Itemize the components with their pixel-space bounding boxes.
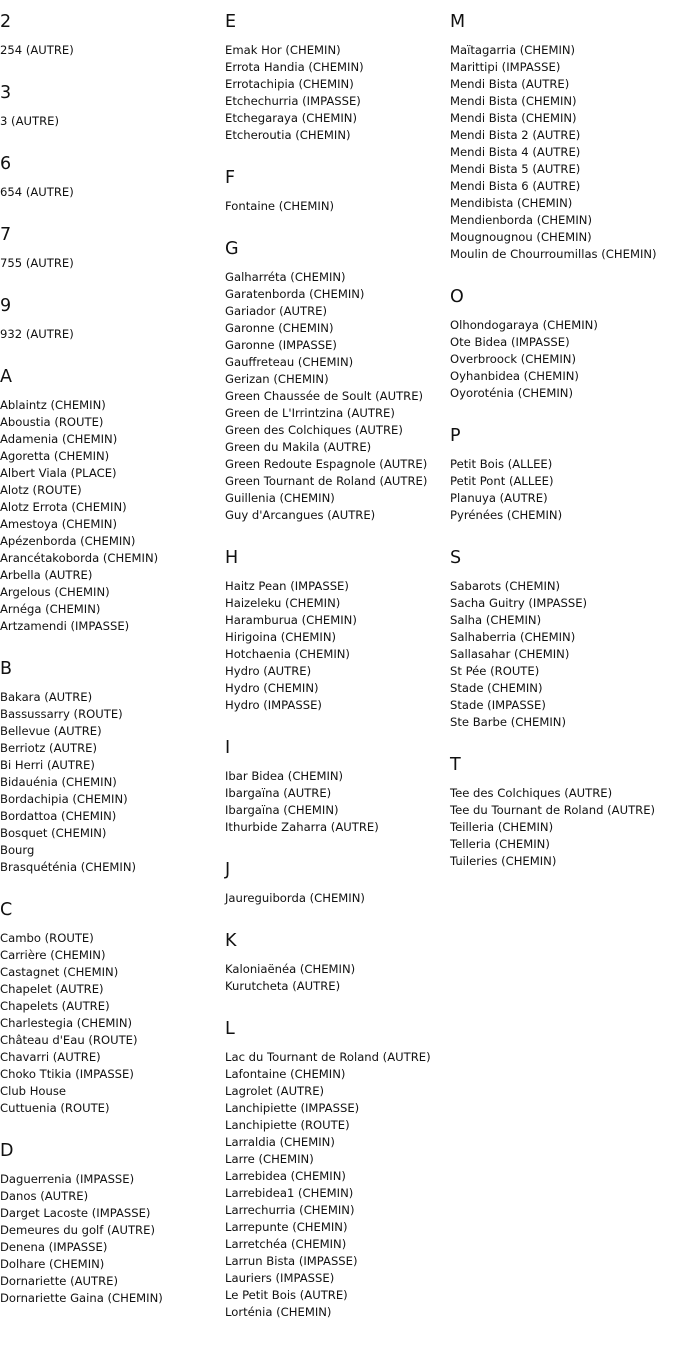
street-link[interactable]: Daguerrenia (IMPASSE)	[0, 1172, 135, 1186]
street-link[interactable]: Etchegaraya (CHEMIN)	[225, 111, 357, 125]
letter-heading: 6	[0, 154, 12, 174]
street-link[interactable]: Bellevue (AUTRE)	[0, 724, 102, 738]
letter-section	[225, 858, 447, 907]
street-link[interactable]: Maïtagarria (CHEMIN)	[450, 43, 576, 57]
street-link[interactable]: Mendienborda (CHEMIN)	[450, 213, 592, 227]
letter-heading: J	[225, 860, 231, 880]
street-link[interactable]: Bordattoa (CHEMIN)	[0, 809, 117, 823]
street-link[interactable]: Bourg	[0, 843, 35, 857]
street-list	[0, 930, 222, 1117]
street-link[interactable]: Kurutcheta (AUTRE)	[225, 979, 341, 993]
street-link[interactable]: Ithurbide Zaharra (AUTRE)	[225, 820, 379, 834]
street-index-column-1	[0, 0, 222, 1329]
street-list	[225, 198, 447, 215]
street-link[interactable]: Adamenia (CHEMIN)	[0, 432, 118, 446]
street-link[interactable]: Mendi Bista 6 (AUTRE)	[450, 179, 581, 193]
letter-heading: 7	[0, 225, 12, 245]
street-link[interactable]: Petit Pont (ALLEE)	[450, 474, 554, 488]
street-link[interactable]: Berriotz (AUTRE)	[0, 741, 97, 755]
street-link[interactable]: Oyhanbidea (CHEMIN)	[450, 369, 579, 383]
street-link[interactable]: Mendi Bista 2 (AUTRE)	[450, 128, 581, 142]
street-link[interactable]: Haramburua (CHEMIN)	[225, 613, 357, 627]
street-link[interactable]: Mendi Bista 4 (AUTRE)	[450, 145, 581, 159]
street-link[interactable]: Bakara (AUTRE)	[0, 690, 93, 704]
street-link[interactable]: Ablaintz (CHEMIN)	[0, 398, 106, 412]
street-link[interactable]: Larraldia (CHEMIN)	[225, 1135, 335, 1149]
letter-section	[0, 1139, 222, 1307]
letter-heading: G	[225, 239, 239, 259]
street-list	[225, 42, 447, 144]
street-link[interactable]: Garatenborda (CHEMIN)	[225, 287, 365, 301]
street-link[interactable]: Choko Ttikia (IMPASSE)	[0, 1067, 134, 1081]
street-link[interactable]: Moulin de Chourroumillas (CHEMIN)	[450, 247, 657, 261]
street-link[interactable]: Bordachipia (CHEMIN)	[0, 792, 128, 806]
street-link[interactable]: Carrière (CHEMIN)	[0, 948, 106, 962]
street-link[interactable]: Errotachipia (CHEMIN)	[225, 77, 354, 91]
letter-section	[0, 898, 222, 1117]
street-link[interactable]: Cuttuenia (ROUTE)	[0, 1101, 110, 1115]
street-link[interactable]: Larrebidea1 (CHEMIN)	[225, 1186, 354, 1200]
street-link[interactable]: Teilleria (CHEMIN)	[450, 820, 554, 834]
street-link[interactable]: Chapelets (AUTRE)	[0, 999, 110, 1013]
letter-heading: T	[450, 755, 461, 775]
street-link[interactable]: Lanchipiette (IMPASSE)	[225, 1101, 360, 1115]
street-link[interactable]: Galharréta (CHEMIN)	[225, 270, 346, 284]
street-link[interactable]: St Pée (ROUTE)	[450, 664, 540, 678]
street-link[interactable]: Lac du Tournant de Roland (AUTRE)	[225, 1050, 431, 1064]
street-link[interactable]: Petit Bois (ALLEE)	[450, 457, 553, 471]
street-link[interactable]: Lafontaine (CHEMIN)	[225, 1067, 346, 1081]
street-list	[0, 689, 222, 876]
street-link[interactable]: Alotz Errota (CHEMIN)	[0, 500, 127, 514]
letter-section	[0, 657, 222, 876]
street-link[interactable]: Stade (CHEMIN)	[450, 681, 543, 695]
street-link[interactable]: Arbella (AUTRE)	[0, 568, 93, 582]
street-link[interactable]: Oyoroténia (CHEMIN)	[450, 386, 574, 400]
street-list	[450, 785, 675, 870]
street-list	[0, 42, 222, 59]
street-list	[225, 578, 447, 714]
street-link[interactable]: Bidauénia (CHEMIN)	[0, 775, 117, 789]
street-link[interactable]: 755 (AUTRE)	[0, 256, 74, 270]
street-link[interactable]: Ste Barbe (CHEMIN)	[450, 715, 567, 729]
letter-heading: S	[450, 548, 462, 568]
letter-heading: P	[450, 426, 461, 446]
letter-section	[450, 285, 675, 402]
street-link[interactable]: Gerizan (CHEMIN)	[225, 372, 329, 386]
letter-section	[0, 365, 222, 635]
letter-heading: I	[225, 738, 231, 758]
street-link[interactable]: Guillenia (CHEMIN)	[225, 491, 335, 505]
street-link[interactable]: Demeures du golf (AUTRE)	[0, 1223, 155, 1237]
street-link[interactable]: Planuya (AUTRE)	[450, 491, 548, 505]
street-list	[225, 269, 447, 524]
street-link[interactable]: Hirigoina (CHEMIN)	[225, 630, 337, 644]
street-link[interactable]: Cambo (ROUTE)	[0, 931, 94, 945]
street-link[interactable]: Garonne (IMPASSE)	[225, 338, 337, 352]
street-link[interactable]: Château d'Eau (ROUTE)	[0, 1033, 138, 1047]
street-link[interactable]: Tee des Colchiques (AUTRE)	[450, 786, 613, 800]
letter-heading: 9	[0, 296, 12, 316]
street-link[interactable]: Le Petit Bois (AUTRE)	[225, 1288, 348, 1302]
street-link[interactable]: Lorténia (CHEMIN)	[225, 1305, 332, 1319]
street-list	[450, 42, 675, 263]
street-link[interactable]: Stade (IMPASSE)	[450, 698, 546, 712]
street-link[interactable]: Dornariette (AUTRE)	[0, 1274, 118, 1288]
street-link[interactable]: Olhondogaraya (CHEMIN)	[450, 318, 598, 332]
street-link[interactable]: Lauriers (IMPASSE)	[225, 1271, 335, 1285]
street-list	[450, 456, 675, 524]
street-link[interactable]: Larrebidea (CHEMIN)	[225, 1169, 346, 1183]
letter-section	[225, 929, 447, 995]
street-link[interactable]: Alotz (ROUTE)	[0, 483, 82, 497]
street-link[interactable]: Haitz Pean (IMPASSE)	[225, 579, 349, 593]
letter-heading: E	[225, 12, 237, 32]
street-link[interactable]: Marittipi (IMPASSE)	[450, 60, 561, 74]
street-link[interactable]: Danos (AUTRE)	[0, 1189, 89, 1203]
street-link[interactable]: Lanchipiette (ROUTE)	[225, 1118, 350, 1132]
letter-heading: L	[225, 1019, 235, 1039]
letter-section	[450, 753, 675, 870]
street-link[interactable]: Haizeleku (CHEMIN)	[225, 596, 341, 610]
street-link[interactable]: Garonne (CHEMIN)	[225, 321, 334, 335]
street-list	[0, 184, 222, 201]
street-link[interactable]: Larrechurria (CHEMIN)	[225, 1203, 355, 1217]
street-link[interactable]: Mendi Bista 5 (AUTRE)	[450, 162, 581, 176]
street-list	[0, 397, 222, 635]
letter-heading: 2	[0, 12, 12, 32]
street-link[interactable]: Jaureguiborda (CHEMIN)	[225, 891, 365, 905]
letter-section	[0, 294, 222, 343]
letter-heading: H	[225, 548, 239, 568]
letter-section	[0, 81, 222, 130]
street-list	[225, 1049, 447, 1321]
street-link[interactable]: Club House	[0, 1084, 67, 1098]
street-link[interactable]: Etchechurria (IMPASSE)	[225, 94, 361, 108]
letter-section	[0, 152, 222, 201]
street-link[interactable]: Overbroock (CHEMIN)	[450, 352, 576, 366]
letter-section	[450, 546, 675, 731]
street-link[interactable]: Albert Viala (PLACE)	[0, 466, 117, 480]
street-link[interactable]: Green des Colchiques (AUTRE)	[225, 423, 403, 437]
street-link[interactable]: 654 (AUTRE)	[0, 185, 74, 199]
street-link[interactable]: Ote Bidea (IMPASSE)	[450, 335, 570, 349]
street-link[interactable]: Sacha Guitry (IMPASSE)	[450, 596, 588, 610]
street-link[interactable]: Lagrolet (AUTRE)	[225, 1084, 325, 1098]
street-link[interactable]: Mendibista (CHEMIN)	[450, 196, 573, 210]
street-link[interactable]: Salhaberria (CHEMIN)	[450, 630, 576, 644]
letter-heading: F	[225, 168, 236, 188]
street-link[interactable]: 254 (AUTRE)	[0, 43, 74, 57]
street-link[interactable]: Dornariette Gaina (CHEMIN)	[0, 1291, 163, 1305]
street-link[interactable]: Chavarri (AUTRE)	[0, 1050, 101, 1064]
street-link[interactable]: Bi Herri (AUTRE)	[0, 758, 95, 772]
street-link[interactable]: Green Chaussée de Soult (AUTRE)	[225, 389, 424, 403]
street-link[interactable]: 3 (AUTRE)	[0, 114, 59, 128]
street-link[interactable]: Hydro (CHEMIN)	[225, 681, 319, 695]
street-list	[0, 326, 222, 343]
street-link[interactable]: Mougnougnou (CHEMIN)	[450, 230, 592, 244]
street-link[interactable]: Brasquéténia (CHEMIN)	[0, 860, 137, 874]
street-link[interactable]: Errota Handia (CHEMIN)	[225, 60, 364, 74]
street-link[interactable]: Salha (CHEMIN)	[450, 613, 542, 627]
street-link[interactable]: Etcheroutia (CHEMIN)	[225, 128, 351, 142]
street-link[interactable]: Emak Hor (CHEMIN)	[225, 43, 341, 57]
street-link[interactable]: Green de L'Irrintzina (AUTRE)	[225, 406, 395, 420]
street-link[interactable]: Sabarots (CHEMIN)	[450, 579, 561, 593]
street-list	[0, 113, 222, 130]
street-link[interactable]: Green Tournant de Roland (AUTRE)	[225, 474, 428, 488]
letter-heading: B	[0, 659, 13, 679]
street-link[interactable]: Darget Lacoste (IMPASSE)	[0, 1206, 151, 1220]
letter-section	[450, 424, 675, 524]
street-link[interactable]: Hydro (IMPASSE)	[225, 698, 322, 712]
letter-section	[225, 166, 447, 215]
street-list	[225, 890, 447, 907]
street-list	[450, 317, 675, 402]
letter-heading: A	[0, 367, 12, 387]
street-index-column-3	[450, 0, 675, 892]
letter-heading: 3	[0, 83, 12, 103]
street-link[interactable]: Green du Makila (AUTRE)	[225, 440, 372, 454]
street-link[interactable]: Dolhare (CHEMIN)	[0, 1257, 105, 1271]
letter-section	[450, 10, 675, 263]
street-link[interactable]: Charlestegia (CHEMIN)	[0, 1016, 133, 1030]
street-link[interactable]: Chapelet (AUTRE)	[0, 982, 104, 996]
street-link[interactable]: Telleria (CHEMIN)	[450, 837, 550, 851]
letter-section	[0, 10, 222, 59]
street-list	[450, 578, 675, 731]
street-link[interactable]: Denena (IMPASSE)	[0, 1240, 108, 1254]
street-list	[0, 1171, 222, 1307]
street-link[interactable]: Gauffreteau (CHEMIN)	[225, 355, 354, 369]
street-link[interactable]: Amestoya (CHEMIN)	[0, 517, 117, 531]
street-link[interactable]: Sallasahar (CHEMIN)	[450, 647, 570, 661]
street-link[interactable]: Larre (CHEMIN)	[225, 1152, 314, 1166]
street-link[interactable]: Kaloniaënéa (CHEMIN)	[225, 962, 356, 976]
street-list	[225, 768, 447, 836]
letter-section	[225, 237, 447, 524]
letter-section	[225, 546, 447, 714]
street-link[interactable]: Hydro (AUTRE)	[225, 664, 312, 678]
street-list	[0, 255, 222, 272]
letter-heading: M	[450, 12, 466, 32]
street-link[interactable]: Green Redoute Espagnole (AUTRE)	[225, 457, 428, 471]
street-link[interactable]: Argelous (CHEMIN)	[0, 585, 110, 599]
letter-heading: C	[0, 900, 13, 920]
letter-heading: K	[225, 931, 237, 951]
street-link[interactable]: Aboustia (ROUTE)	[0, 415, 104, 429]
letter-section	[225, 736, 447, 836]
letter-heading: O	[450, 287, 464, 307]
letter-section	[0, 223, 222, 272]
letter-section	[225, 1017, 447, 1321]
street-link[interactable]: Ibar Bidea (CHEMIN)	[225, 769, 344, 783]
street-link[interactable]: Fontaine (CHEMIN)	[225, 199, 335, 213]
street-link[interactable]: Guy d'Arcangues (AUTRE)	[225, 508, 376, 522]
street-link[interactable]: Tee du Tournant de Roland (AUTRE)	[450, 803, 656, 817]
street-link[interactable]: Bosquet (CHEMIN)	[0, 826, 107, 840]
street-link[interactable]: Larretchéa (CHEMIN)	[225, 1237, 347, 1251]
letter-heading: D	[0, 1141, 14, 1161]
street-link[interactable]: Larrepunte (CHEMIN)	[225, 1220, 348, 1234]
street-link[interactable]: Apézenborda (CHEMIN)	[0, 534, 136, 548]
street-link[interactable]: Mendi Bista (CHEMIN)	[450, 111, 577, 125]
street-link[interactable]: Ibargaïna (CHEMIN)	[225, 803, 339, 817]
street-link[interactable]: Tuileries (CHEMIN)	[450, 854, 557, 868]
street-link[interactable]: Mendi Bista (AUTRE)	[450, 77, 570, 91]
street-link[interactable]: Castagnet (CHEMIN)	[0, 965, 119, 979]
street-link[interactable]: Artzamendi (IMPASSE)	[0, 619, 130, 633]
street-link[interactable]: Agoretta (CHEMIN)	[0, 449, 110, 463]
street-link[interactable]: Ibargaïna (AUTRE)	[225, 786, 332, 800]
street-link[interactable]: Arancétakoborda (CHEMIN)	[0, 551, 159, 565]
letter-section	[225, 10, 447, 144]
street-link[interactable]: Gariador (AUTRE)	[225, 304, 328, 318]
street-index-column-2	[225, 0, 447, 1343]
street-link[interactable]: Pyrénées (CHEMIN)	[450, 508, 563, 522]
street-link[interactable]: Mendi Bista (CHEMIN)	[450, 94, 577, 108]
street-list	[225, 961, 447, 995]
street-link[interactable]: Hotchaenia (CHEMIN)	[225, 647, 350, 661]
street-link[interactable]: Larrun Bista (IMPASSE)	[225, 1254, 358, 1268]
street-link[interactable]: Bassussarry (ROUTE)	[0, 707, 123, 721]
street-link[interactable]: 932 (AUTRE)	[0, 327, 74, 341]
street-link[interactable]: Arnéga (CHEMIN)	[0, 602, 101, 616]
